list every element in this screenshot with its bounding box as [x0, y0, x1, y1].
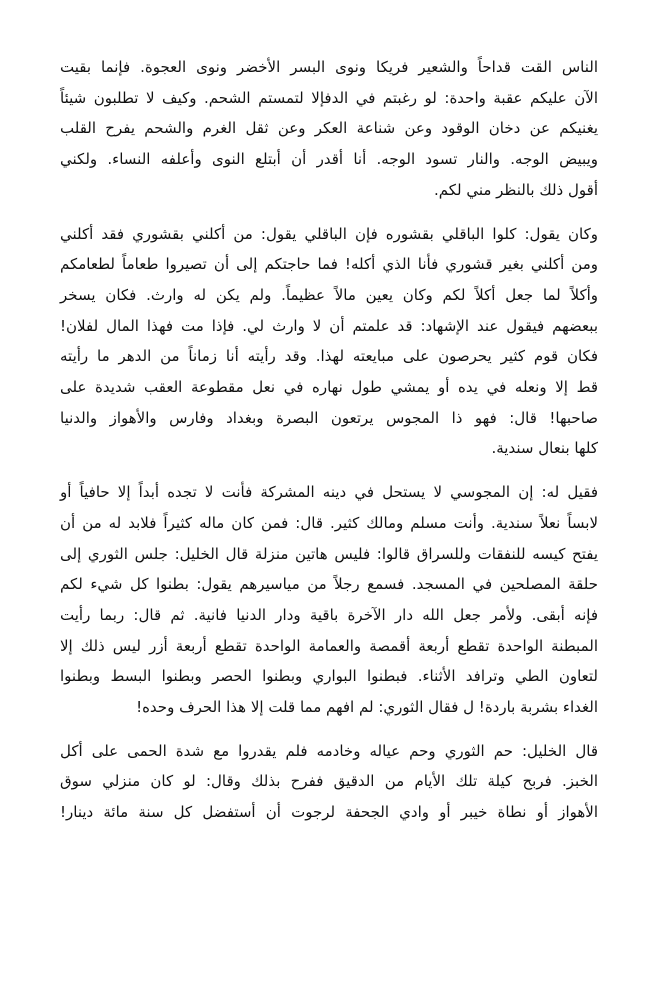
text-line: الغداء بشربة باردة! ل فقال الثوري: لم افهم مما قلت إلا هذا الحرف وحده!: [136, 698, 598, 717]
text-line: فإنه أبقى. ولأمر جعل الله دار الآخرة باقية ودار الدنيا فانية. ثم قال: ربما رأيت: [60, 605, 598, 624]
text-line: يفتح كيسه للنفقات وللسراق قالوا: فليس هاتين منزلة قال الخليل: جلس الثوري إلى: [60, 544, 598, 563]
text-line: قط إلا ونعله في يده أو يمشي طول نهاره في نعل مقطوعة العقب شديدة على: [60, 378, 598, 397]
text-line: فكان قوم كثير يحرصون على مبايعته لهذا. وقد رأيته أنا زماناً من الدهر ما رأيته: [60, 347, 598, 366]
text-line: وكان يقول: كلوا الباقلي بقشوره فإن الباقلي يقول: من أكلني بقشوري فقد أكلني: [60, 224, 598, 243]
text-line: يغنيكم عن دخان الوقود وعن شناعة العكر وعن ثقل الغرم والشحم يفرح القلب: [60, 119, 598, 138]
text-line: قال الخليل: حم الثوري وحم عياله وخادمه فلم يقدروا مع شدة الحمى على أكل: [60, 741, 598, 760]
text-line: ببعضهم فيقول عند الإشهاد: قد علمتم أن لا وارث لي. فإذا مت فهذا المال لفلان!: [60, 316, 598, 335]
text-line: الأهواز أو نطاة خيبر أو وادي الجحفة لرجوت أن أستفضل كل سنة مائة دينار!: [60, 803, 598, 822]
text-line: كلها بنعال سندية.: [491, 439, 598, 458]
text-line: ويبيض الوجه. والنار تسود الوجه. أنا أقدر أن أبتلع النوى وأعلفه النساء. ولكني: [60, 150, 598, 169]
text-line: أقول ذلك بالنظر مني لكم.: [433, 180, 598, 199]
document-page: [60, 52, 598, 841]
text-line: لتعاون الطي وترافد الأثناء. فبطنوا البواري وبطنوا الحصر وبطنوا البسط وبطنوا: [60, 667, 598, 686]
paragraph-4: [60, 736, 598, 828]
paragraph-3: [60, 477, 598, 723]
text-line: الآن عليكم عقبة واحدة: لو رغبتم في الدفإلا لتمستم الشحم. وكيف لا تطلبون شيئاً: [60, 88, 598, 107]
text-line: الخبز. فربح كيلة تلك الأيام من الدقيق ففرح بذلك وقال: لو كان منزلي سوق: [60, 772, 598, 791]
paragraph-1: [60, 52, 598, 206]
text-line: لابساً نعلاً سندية. وأنت مسلم ومالك كثير. قال: فمن كان ماله كثيراً فلابد له من أن: [60, 513, 598, 532]
text-line: ومن أكلني بغير قشوري فأنا الذي أكله! فما حاجتكم إلى أن تصيروا طعاماً لطعامكم: [60, 255, 598, 274]
text-line: فقيل له: إن المجوسي لا يستحل في دينه المشركة فأنت لا تجده أبداً إلا حافياً أو: [60, 483, 598, 502]
text-line: الناس القت قداحاً والشعير فريكا ونوى البسر الأخضر ونوى العجوة. فإنما بقيت: [60, 58, 598, 76]
text-line: وأكلاً لما جعل أكلاً لكم وكان يعين مالاً عظيماً. ولم يكن له وارث. فكان يسخر: [60, 285, 598, 304]
paragraph-2: [60, 219, 598, 465]
text-line: صاحبها! قال: فهو ذا المجوس يرتعون البصرة وبغداد وفارس والأهواز والدنيا: [60, 408, 598, 427]
text-line: حلقة المصلحين في المسجد. فسمع رجلاً من مياسيرهم يقول: بطنوا كل شيء لكم: [60, 575, 598, 594]
text-line: المبطنة الواحدة تقطع أربعة أقمصة والعمامة الواحدة تقطع أربعة أزر ليس ذلك إلا: [60, 636, 598, 655]
